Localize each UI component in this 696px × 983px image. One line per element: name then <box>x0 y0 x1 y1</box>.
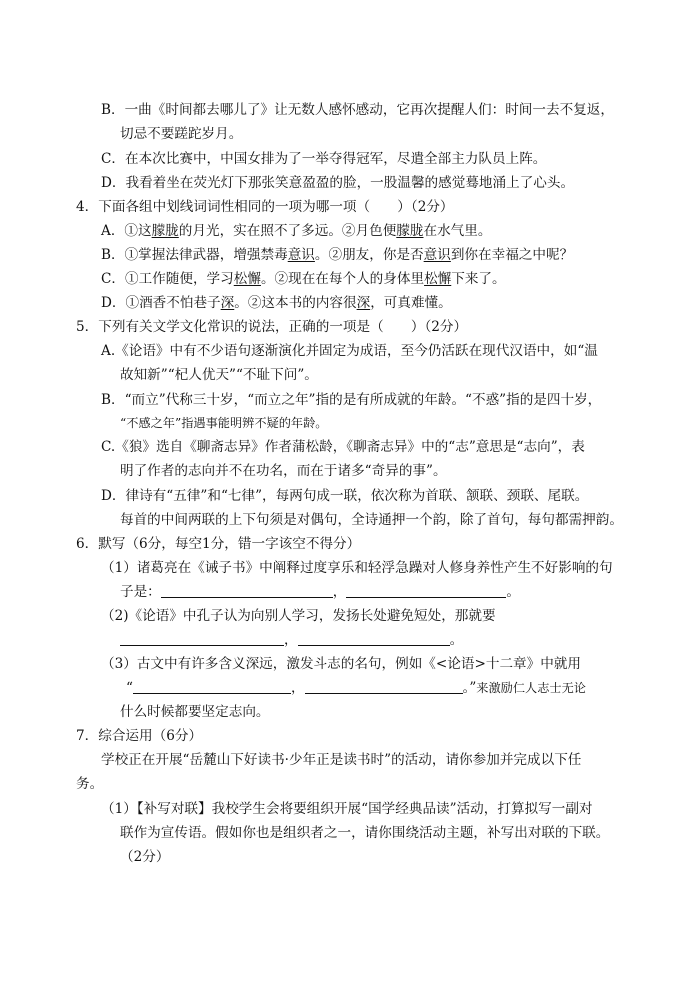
q5-option-b-line1: B．“而立”代称三十岁，“而立之年”指的是有所成就的年龄。“不惑”指的是四十岁， <box>101 392 602 408</box>
q7-task1-line1: （1）【补写对联】我校学生会将要组织开展“国学经典品读”活动，打算拟写一副对 <box>101 801 593 817</box>
q5-option-b-line2: “不感之年”指遇事能明辨不疑的年龄。 <box>120 416 328 430</box>
q4-option-b: B．①掌握法律武器，增强禁毒意识。②朋友，你是否意识到你在幸福之中呢？ <box>101 247 574 263</box>
q5-option-d-line2: 每首的中间两联的上下句须是对偶句，全诗通押一个韵，除了首句，每句都需押韵。 <box>120 512 623 528</box>
q7-task1-points: （2分） <box>120 849 170 865</box>
answer-blank[interactable] <box>120 632 284 646</box>
q3-option-b-line2: 切忌不要蹉跎岁月。 <box>120 126 243 142</box>
underlined-word: 松懈 <box>233 271 261 287</box>
q5-option-a-line1: A.《论语》中有不少语句逐渐演化并固定为成语，至今仍活跃在现代汉语中，如“温 <box>101 343 598 359</box>
answer-blank[interactable] <box>161 584 333 598</box>
underlined-word: 深 <box>356 295 371 311</box>
answer-blank[interactable] <box>305 680 463 694</box>
underlined-word: 朦胧 <box>151 223 179 239</box>
underlined-word: 意识 <box>423 247 451 263</box>
q6-sub3-line3: 什么时候都要坚定志向。 <box>120 704 270 720</box>
q5-option-d-line1: D．律诗有“五律”和“七律”，每两句成一联，依次称为首联、颔联、颈联、尾联。 <box>101 488 589 504</box>
q3-option-c: C．在本次比赛中，中国女排为了一举夺得冠军，尽遣全部主力队员上阵。 <box>101 151 547 167</box>
underlined-word: 意识 <box>287 247 315 263</box>
q4-option-a: A．①这朦胧的月光，实在照不了多远。②月色便朦胧在水气里。 <box>101 223 492 239</box>
q5-stem: 5．下列有关文学文化常识的说法，正确的一项是（ ）（2分） <box>76 319 468 335</box>
q6-sub2-line1: （2)《论语》中孔子认为向别人学习，发扬长处避免短处，那就要 <box>101 608 496 624</box>
underlined-word: 松懈 <box>424 271 452 287</box>
q4-option-d: D．①酒香不怕巷子深。②这本书的内容很深，可真难懂。 <box>101 295 452 311</box>
underlined-word: 深 <box>220 295 235 311</box>
q5-option-c-line2: 明了作者的志向并不在功名，而在于诸多“奇异的事”。 <box>120 463 447 479</box>
q6-sub2-line2: ， 。 <box>120 631 463 649</box>
q7-task1-line2: 联作为宣传语。假如你也是组织者之一，请你围绕活动主题，补写出对联的下联。 <box>120 825 610 841</box>
q4-stem: 4．下面各组中划线词词性相同的一项为哪一项（ ）（2分） <box>76 199 454 215</box>
q4-option-c: C．①工作随便，学习松懈。②现在在每个人的身体里松懈下来了。 <box>101 271 506 287</box>
q6-sub1-line1: （1）诸葛亮在《诫子书》中阐释过度享乐和轻浮急躁对人修身养性产生不好影响的句 <box>101 560 613 576</box>
q3-option-d: D．我看着坐在荧光灯下那张笑意盈盈的脸，一股温馨的感觉蓦地涌上了心头。 <box>101 175 575 191</box>
answer-blank[interactable] <box>133 680 291 694</box>
q7-stem: 7．综合运用（6分） <box>76 728 203 744</box>
q6-sub3-line1: （3）古文中有许多含义深远，激发斗志的名句，例如《<论语>十二章》中就用 <box>101 656 582 672</box>
q5-option-a-line2: 故知新”“杞人优天”“不耻下问”。 <box>120 367 318 383</box>
q6-sub1-line2: 子是： ， 。 <box>120 584 520 600</box>
answer-blank[interactable] <box>298 632 450 646</box>
q7-intro-line2: 务。 <box>76 776 104 792</box>
q6-sub3-line2: “ ， 。”来激励仁人志士无论 <box>126 680 586 696</box>
q3-option-b-line1: B．一曲《时间都去哪儿了》让无数人感怀感动，它再次提醒人们：时间一去不复返， <box>101 102 614 118</box>
q7-intro-line1: 学校正在开展“岳麓山下好读书·少年正是读书时”的活动，请你参加并完成以下任 <box>101 752 582 768</box>
q5-option-c-line1: C.《狼》选自《聊斋志异》作者蒲松龄，《聊斋志异》中的“志”意思是“志向”，表 <box>101 439 585 455</box>
q6-stem: 6．默写（6分，每空1分，错一字该空不得分） <box>76 536 361 552</box>
underlined-word: 朦胧 <box>396 223 424 239</box>
answer-blank[interactable] <box>346 584 506 598</box>
